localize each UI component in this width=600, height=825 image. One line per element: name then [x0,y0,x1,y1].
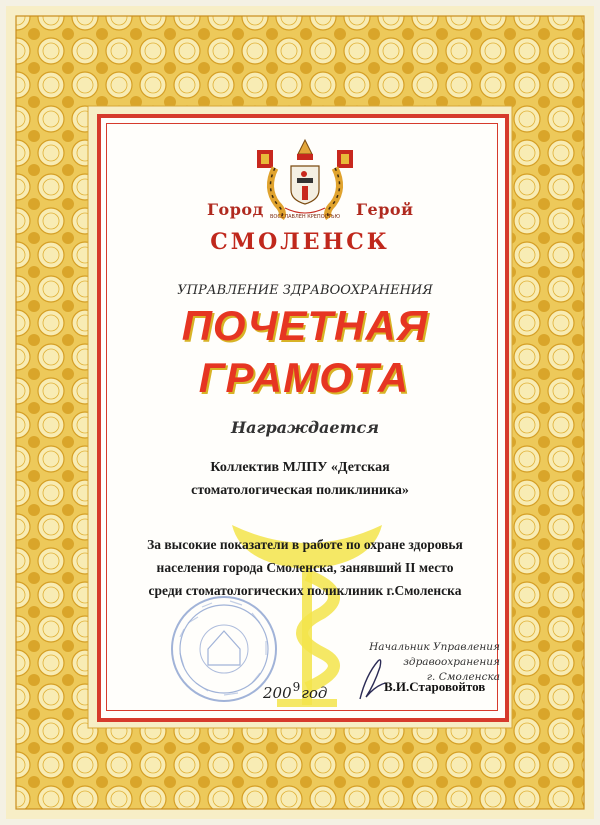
awarded-label: Награждается [230,418,379,437]
award-reason-text [120,533,490,602]
svg-text:ВОССЛАВЛЕН КРЕПОСТЬЮ: ВОССЛАВЛЕН КРЕПОСТЬЮ [269,214,341,220]
certificate-title-line2: ГРАМОТА [198,354,410,401]
reason-line: среди стоматологических поликлиник г.Смоленска [148,583,462,598]
year-prefix: 200 [263,684,292,702]
reason-line: населения города Смоленска, занявший II место [156,560,454,575]
year-line [263,680,328,702]
year-digit: 9 [292,680,301,694]
department-name: УПРАВЛЕНИЕ ЗДРАВООХРАНЕНИЯ [177,283,433,298]
signer-name: В.И.Старовойтов [384,679,486,694]
smolensk-coat-of-arms-icon [255,138,365,223]
position-line: г. Смоленска [426,671,500,683]
position-line: Начальник Управления [369,641,500,653]
reason-line: За высокие показатели в работе по охране здоровья [147,537,463,552]
city-label-right: Герой [356,200,414,219]
position-line: здравоохранения [403,656,500,668]
recipient-line: стоматологическая поликлиника» [191,483,409,498]
year-suffix: год [301,684,328,702]
city-name: СМОЛЕНСК [210,229,390,255]
city-label-left: Город [207,200,264,219]
certificate-title-line1: ПОЧЕТНАЯ [181,302,429,349]
recipient-line: Коллектив МЛПУ «Детская [210,460,390,475]
recipient-text [150,456,450,502]
